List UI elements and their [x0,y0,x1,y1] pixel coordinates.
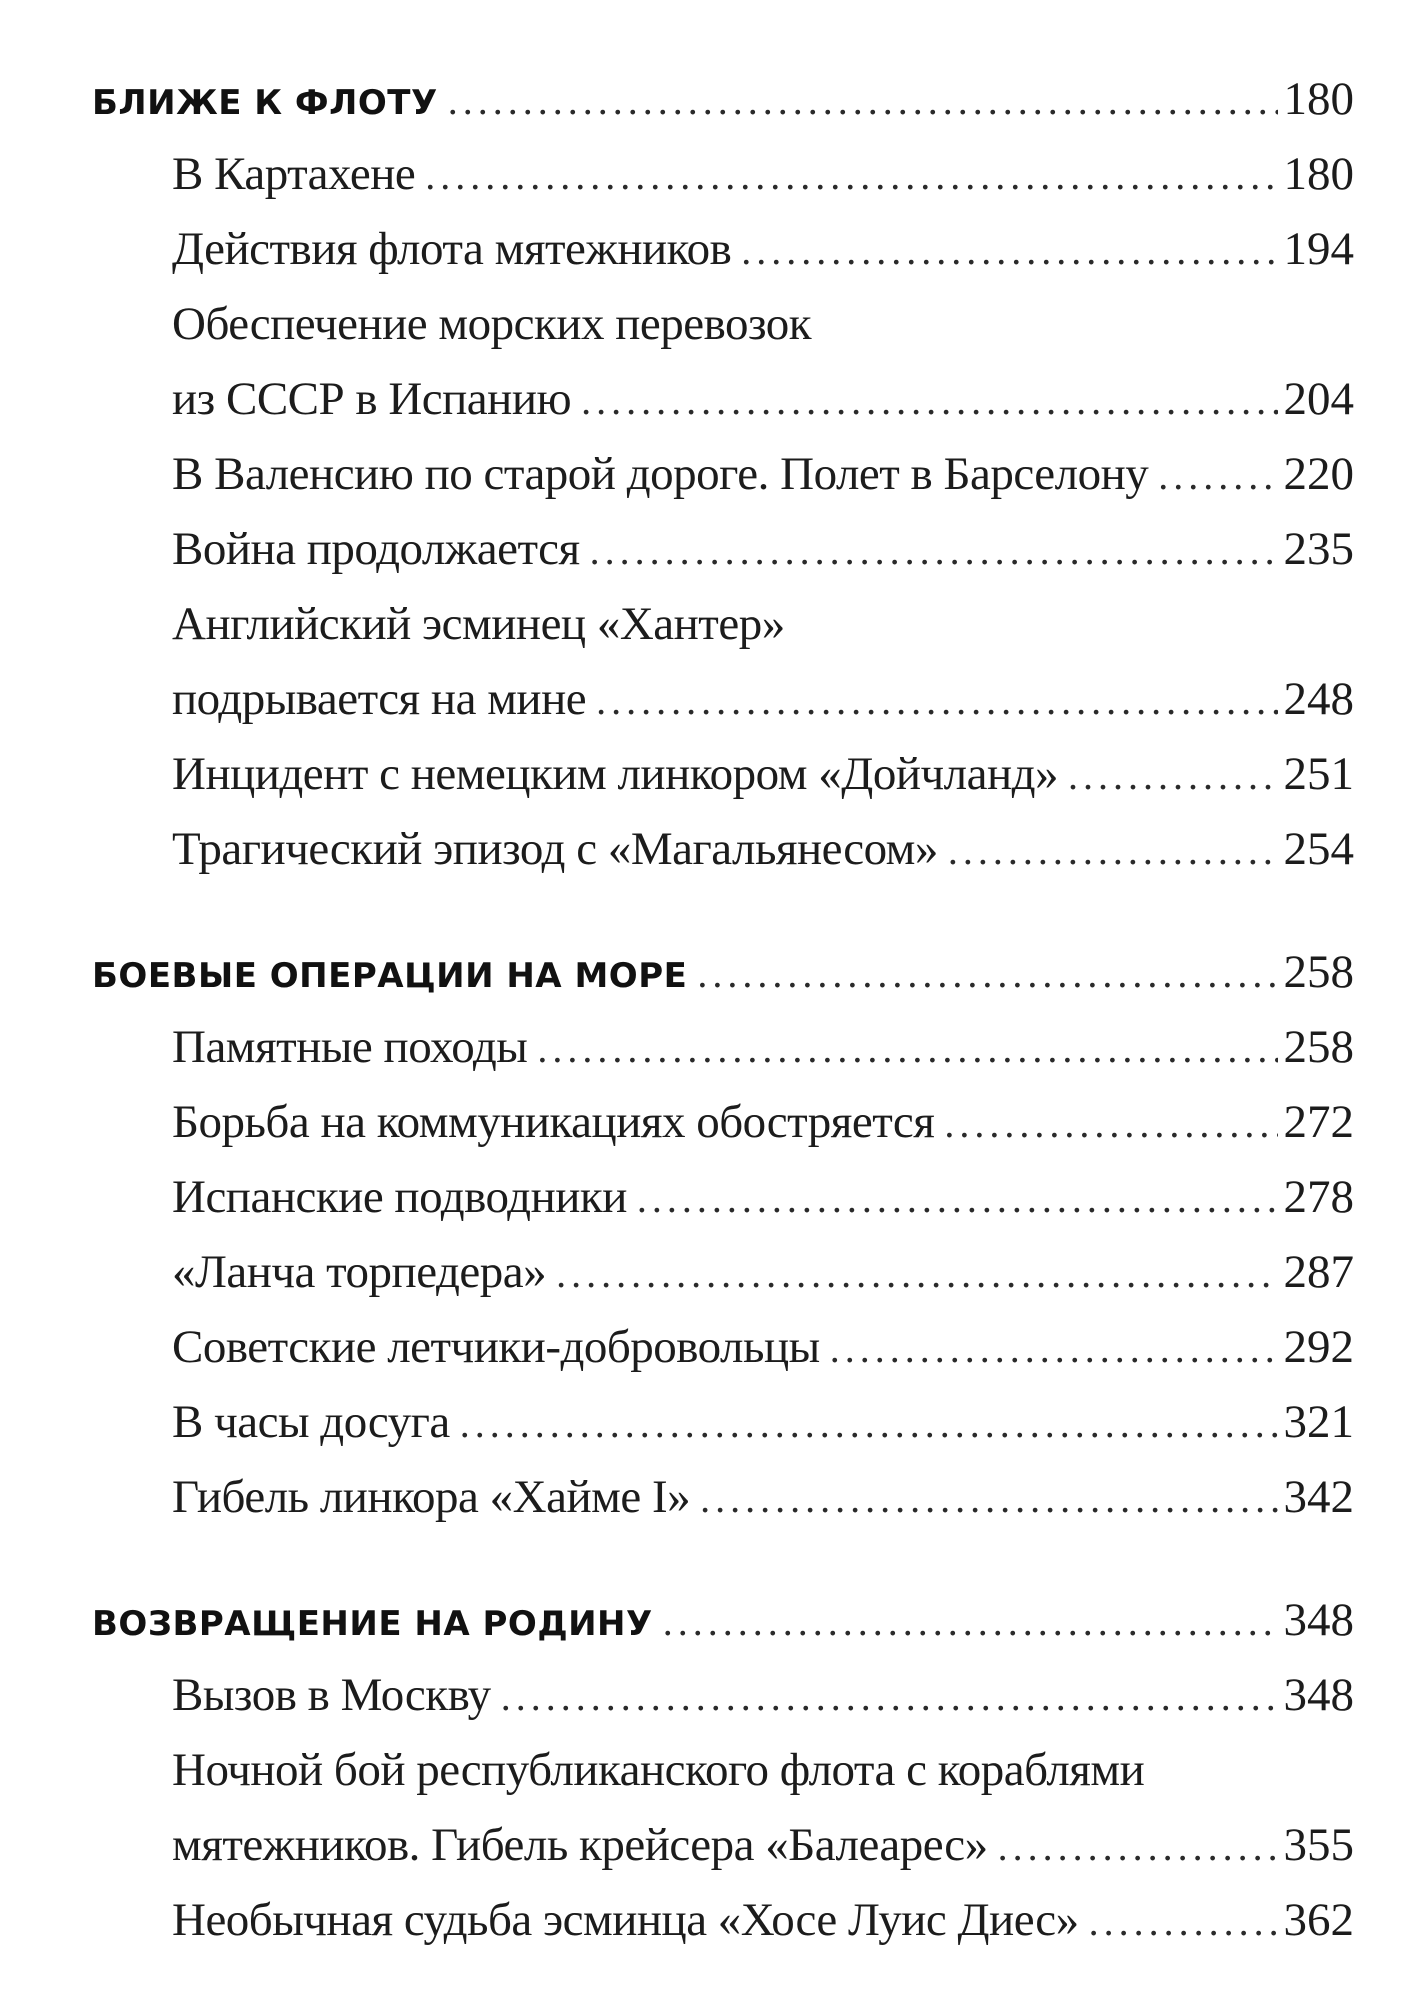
dot-leader [1158,438,1277,513]
toc-entry[interactable] [92,1010,1354,1085]
entry-title: Борьба на коммуникациях обостряется [172,1096,935,1148]
entry-title: Инцидент с немецким линкором «Дойчланд» [172,748,1059,800]
dot-leader [460,1386,1278,1461]
dot-leader [637,1161,1278,1236]
section-heading[interactable] [92,1583,1354,1658]
dot-leader [998,1809,1278,1884]
dot-leader [944,1086,1277,1161]
page-number: 272 [1283,1096,1354,1148]
page-number: 235 [1283,523,1354,575]
page-number: 342 [1283,1471,1354,1523]
dot-leader [581,363,1277,438]
page-number: 348 [1283,1594,1354,1646]
toc-entry-first-line[interactable] [92,1733,1354,1808]
toc-section [92,62,1354,887]
entry-title: Война продолжается [172,523,580,575]
toc-entry[interactable] [92,1160,1354,1235]
page-number: 287 [1283,1246,1354,1298]
page-number: 180 [1283,73,1354,125]
entry-title: Действия флота мятежников [172,223,732,275]
toc-entry-first-line[interactable] [92,287,1354,362]
entry-title: Испанские подводники [172,1171,627,1223]
section-title: БОЕВЫЕ ОПЕРАЦИИ НА МОРЕ [92,956,688,996]
dot-leader [700,1461,1277,1536]
toc-entry[interactable] [92,1385,1354,1460]
toc-entry-first-line[interactable] [92,587,1354,662]
toc-entry[interactable] [92,1808,1354,1883]
page-number: 258 [1283,1021,1354,1073]
page-number: 180 [1283,148,1354,200]
entry-title: Гибель линкора «Хайме I» [172,1471,691,1523]
entry-title: Трагический эпизод с «Магальянесом» [172,823,938,875]
toc-entry[interactable] [92,437,1354,512]
page-number: 355 [1283,1819,1354,1871]
toc-entry[interactable] [92,1310,1354,1385]
dot-leader [596,663,1277,738]
dot-leader [663,1584,1278,1659]
toc-entry[interactable] [92,137,1354,212]
entry-title: «Ланча торпедера» [172,1246,547,1298]
page-number: 248 [1283,673,1354,725]
entry-title: Памятные походы [172,1021,528,1073]
toc-section [92,1583,1354,1958]
entry-title: мятежников. Гибель крейсера «Балеарес» [172,1819,988,1871]
page-number: 321 [1283,1396,1354,1448]
toc-entry[interactable] [92,737,1354,812]
page-number: 292 [1283,1321,1354,1373]
entry-title: В часы досуга [172,1396,450,1448]
toc-entry[interactable] [92,212,1354,287]
page-number: 220 [1283,448,1354,500]
entry-title: Необычная судьба эсминца «Хосе Луис Диес» [172,1894,1079,1946]
toc-entry[interactable] [92,1883,1354,1958]
page-number: 204 [1283,373,1354,425]
page-number: 194 [1283,223,1354,275]
dot-leader [1089,1884,1278,1959]
page-number: 254 [1283,823,1354,875]
entry-title: из СССР в Испанию [172,373,572,425]
page-number: 251 [1283,748,1354,800]
page-number: 348 [1283,1669,1354,1721]
toc-entry[interactable] [92,662,1354,737]
toc-entry[interactable] [92,512,1354,587]
toc-entry[interactable] [92,1085,1354,1160]
dot-leader [830,1311,1278,1386]
page-number: 362 [1283,1894,1354,1946]
dot-leader [948,813,1278,888]
entry-title-line: Обеспечение морских перевозок [172,298,812,350]
toc-section [92,935,1354,1535]
entry-title: Советские летчики-добровольцы [172,1321,820,1373]
section-heading[interactable] [92,935,1354,1010]
section-title: БЛИЖЕ К ФЛОТУ [92,83,438,123]
dot-leader [556,1236,1277,1311]
entry-title: В Картахене [172,148,416,200]
toc-entry[interactable] [92,362,1354,437]
entry-title-line: Ночной бой республиканского флота с кораблями [172,1744,1145,1796]
toc-entry[interactable] [92,1235,1354,1310]
toc-entry[interactable] [92,1658,1354,1733]
dot-leader [537,1011,1277,1086]
dot-leader [1068,738,1277,813]
dot-leader [425,138,1277,213]
dot-leader [448,63,1278,138]
toc-entry[interactable] [92,1460,1354,1535]
table-of-contents [92,62,1354,1958]
entry-title: В Валенсию по старой дороге. Полет в Барселону [172,448,1149,500]
entry-title-line: Английский эсминец «Хантер» [172,598,785,650]
page-number: 278 [1283,1171,1354,1223]
section-title: ВОЗВРАЩЕНИЕ НА РОДИНУ [92,1604,653,1644]
dot-leader [741,213,1277,288]
page-number: 258 [1283,946,1354,998]
section-heading[interactable] [92,62,1354,137]
dot-leader [590,513,1278,588]
dot-leader [501,1659,1278,1734]
entry-title: Вызов в Москву [172,1669,491,1721]
entry-title: подрывается на мине [172,673,587,725]
dot-leader [697,936,1277,1011]
toc-entry[interactable] [92,812,1354,887]
